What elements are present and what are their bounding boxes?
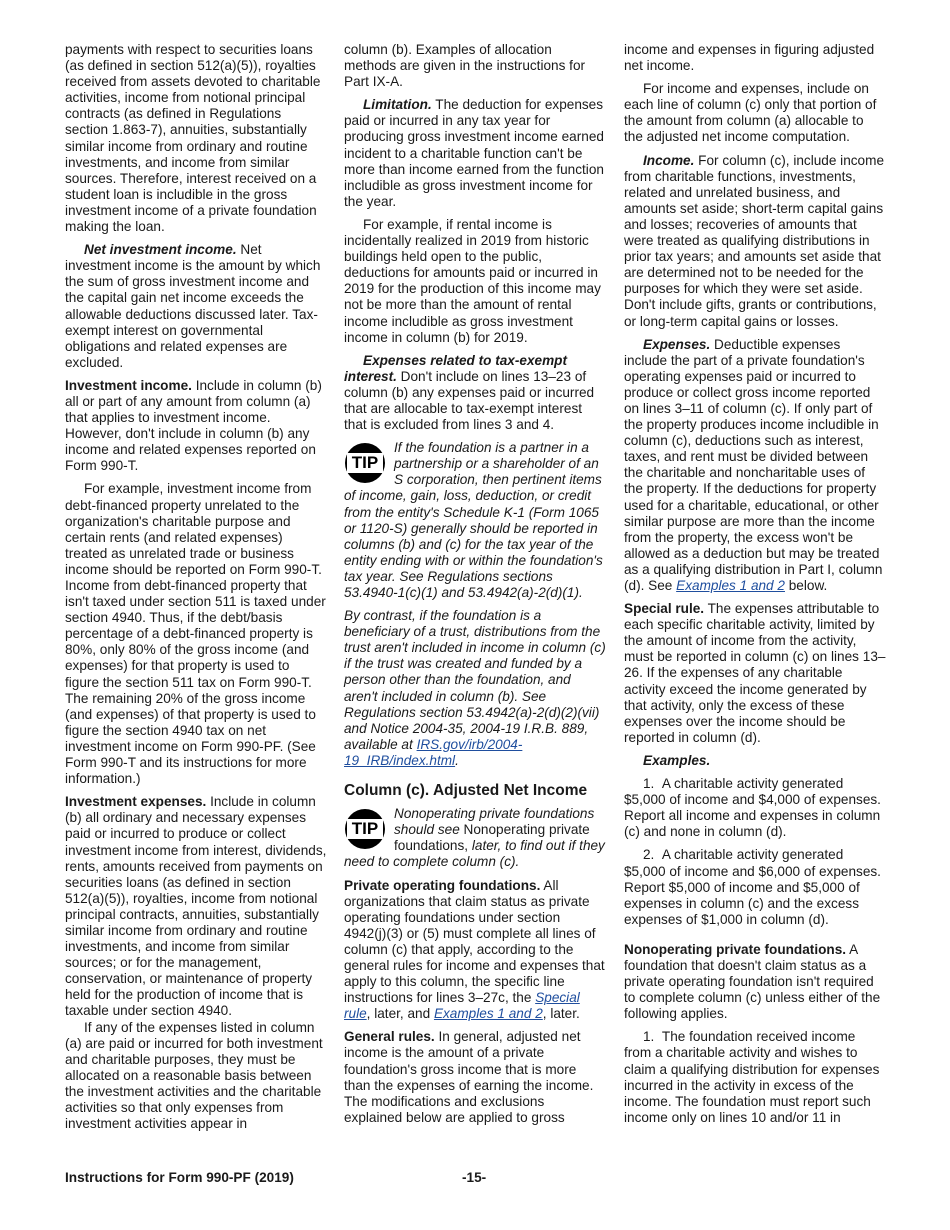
run-in-heading: General rules. (344, 1029, 435, 1045)
special-rule-link[interactable]: Special rule (344, 990, 580, 1022)
paragraph-expenses: Expenses. Deductible expenses include the part of a private foundation's operating expenses paid or incurred to produce or collect gross income reported on lines 3–11 of column (c). If only part of the property produces income includible in column (c), deductions such as interest, taxes, and rent must be divided between the charitable and noncharitable uses of the property. If the deductions for property used for a charitable, educational, or other similar purpose are more than the income from the property, the excess won't be allowed as a deduction but may be treated as a qualifying distribution in Part I, column (d). See Examples 1 and 2 below. (624, 336, 883, 593)
tip-box (344, 806, 606, 870)
paragraph-body: Deductible expenses include the part of a private foundation's operating expenses paid or incurred to produce or collect gross income reported on lines 3–11 of column (c). If only part of the property produces income includible in column (c), deductions such as interest, taxes, and rent must be divided between the charitable and noncharitable uses of the property. If the deductions for property used for a charitable, educational, or other similar purpose are more than the income from the property, the excess won't be allowed as a deduction but may be treated as a qualifying distribution in Part I, column (d). See (624, 336, 883, 593)
paragraph: income and expenses in figuring adjusted net income. (624, 42, 875, 74)
tip-text: Nonoperating private foundations should see Nonoperating private foundations, later, to find out if they need to complete column (c). (344, 806, 605, 870)
paragraph-investment-income (65, 378, 327, 475)
tip-text-continued: By contrast, if the foundation is a beneficiary of a trust, distributions from the trust aren't included in income in column (c) if the trust was created and funded by a person other than the foundation, and aren't included in column (b). See Regulations section 53.4942(a)-2(d)(2)(vii) and Notice 2004-35, 2004-19 I.R.B. 889, available at IRS.gov/irb/2004-19_IRB/index.html. (344, 608, 606, 768)
paragraph-private-operating-foundations: Private operating foundations. All organizations that claim status as private operating foundations under section 4942(j)(3) or (5) must complete all lines of column (c) that apply, according to the general rules for income and expenses that apply to this column, the specific line instructions for lines 3–27c, the Special rule, later, and Examples 1 and 2, later. (344, 877, 605, 1022)
paragraph-investment-expenses (65, 794, 327, 1019)
run-in-heading: Limitation. (363, 97, 432, 113)
run-in-heading: Investment income. (65, 377, 192, 393)
paragraph-body: Net investment income is the amount by which the sum of gross investment income and the capital gain net income exceeds the allowable deductions discussed later. Tax-exempt interest on governmental obligations and related expenses are excluded. (65, 242, 321, 370)
paragraph-limitation (344, 97, 606, 210)
paragraph: payments with respect to securities loans (as defined in section 512(a)(5)), royalties received from assets devoted to charitable activities, income from notional principal contracts (as defined in Regulations section 1.863-7), annuities, substantially similar income from ordinary and routine investments, and income from similar sources. Therefore, interest received on a student loan is includible in the gross investment income of a private foundation making the loan. (65, 42, 321, 235)
page-number: -15- (462, 1170, 487, 1185)
paragraph-income (624, 153, 886, 330)
paragraph-body: All organizations that claim status as private operating foundations under section 4942(j)(3) or (5) must complete all lines of column (c) that apply, according to the general rules for income and expenses that apply to this column, the specific line instructions for lines 3–27c, the (344, 877, 605, 1006)
paragraph-body: Include in column (b) all ordinary and necessary expenses paid or incurred to produce or collect investment income from interest, dividends, rents, amounts received from payments on securities loans (as defined in section 512(a)(5)), royalties, income from notional principal contracts, annuities, substantially similar income from ordinary and routine investments, and income from similar sources; or for the management, conservation, or maintenance of property held for the production of income that is taxable under section 4940. (65, 794, 327, 1019)
column-1 (65, 42, 327, 1139)
run-in-heading: Investment expenses. (65, 794, 207, 810)
run-in-heading: Private operating foundations. (344, 877, 541, 893)
run-in-heading: Nonoperating private foundations. (624, 941, 847, 957)
paragraph-net-investment-income (65, 242, 327, 371)
tip-label: TIP (351, 819, 379, 839)
example-1: 1. A charitable activity generated $5,000 of income and $4,000 of expenses. Report all income and expenses in column (c) and none in column (d). (624, 776, 881, 840)
paragraph: For example, if rental income is incidentally realized in 2019 from historic buildings held open to the public, deductions for amounts paid or incurred in 2019 for the production of this income may not be more than the amount of rental income includible as gross investment income in column (b) for 2019. (344, 216, 601, 345)
tip-icon (344, 442, 386, 484)
paragraph: column (b). Examples of allocation methods are given in the instructions for Part IX-A. (344, 42, 586, 90)
paragraph: For income and expenses, include on each line of column (c) only that portion of the amount from column (a) allocable to the adjusted net income computation. (624, 81, 877, 145)
paragraph-body: Include in column (b) all or part of any amount from column (a) that applies to investment income. However, don't include in column (b) any income and related expenses reported on Form 990-T. (65, 377, 322, 474)
run-in-heading: Income. (643, 152, 695, 168)
section-heading-column-c: Column (c). Adjusted Net Income (344, 782, 588, 800)
paragraph-body: A foundation that doesn't claim status as a private operating foundation isn't required to complete column (c) unless either of the following applies. (624, 941, 881, 1022)
run-in-heading: Special rule. (624, 601, 705, 617)
paragraph-body: Don't include on lines 13–23 of column (b) any expenses paid or incurred that are allocable to tax-exempt interest that is excluded from lines 3 and 4. (344, 368, 595, 433)
paragraph-general-rules (344, 1029, 606, 1126)
paragraph: For example, investment income from debt-financed property unrelated to the organization's charitable purpose and certain rents (and related expenses) treated as unrelated trade or business income should be reported on Form 990-T. Income from debt-financed property that isn't taxed under section 511 is taxed under section 4940. Thus, if the debt/basis percentage of a debt-financed property is 80%, only 80% of the gross income (and expenses) for that property is used to figure the section 511 tax on Form 990-T. The remaining 20% of the gross income (and expenses) of that property is used to figure the section 4940 tax on net investment income on Form 990-PF. (See Form 990-T and its instructions for more information.) (65, 481, 326, 787)
paragraph-nonoperating-foundations (624, 942, 886, 1022)
paragraph-body: In general, adjusted net income is the amount of a private foundation's gross income that is more than the expenses of earning the income. The modifications and exclusions explained below are applied to gross (344, 1029, 594, 1125)
paragraph-special-rule (624, 601, 886, 746)
paragraph: If any of the expenses listed in column (a) are paid or incurred for both investment and charitable purposes, they must be allocated on a reasonable basis between the investment activities and the charitable activities so that only expenses from investment activities appear in (65, 1019, 323, 1132)
paragraph-tax-exempt-expenses (344, 353, 606, 433)
irs-irb-link[interactable]: IRS.gov/irb/2004-19_IRB/index.html (344, 736, 523, 768)
tip-label: TIP (351, 453, 379, 473)
paragraph-body: The deduction for expenses paid or incurred in any tax year for producing gross investment income earned incident to a charitable function can't be more than income earned from the function includible as gross investment income for the year. (344, 97, 604, 209)
tip-icon (344, 808, 386, 850)
examples-heading: Examples. (643, 752, 711, 768)
examples-link[interactable]: Examples 1 and 2 (676, 578, 785, 593)
paragraph: 1. The foundation received income from a charitable activity and wishes to claim a qualifying distribution for expenses incurred in the activity in excess of the income. The foundation must report such income only on lines 10 and/or 11 in (624, 1029, 880, 1125)
examples-link[interactable]: Examples 1 and 2 (433, 1006, 543, 1022)
footer-form-title: Instructions for Form 990-PF (2019) (65, 1170, 294, 1185)
run-in-heading: Net investment income. (84, 242, 237, 258)
example-2: 2. A charitable activity generated $5,000 of income and $6,000 of expenses. Report $5,000 of income and $5,000 of expenses in column (c) and the excess expenses of $1,000 in column (d). (624, 847, 881, 927)
run-in-heading: Expenses. (643, 336, 711, 352)
paragraph-body: The expenses attributable to each specific charitable activity, limited by the amount of income from the activity, must be reported in column (c) on lines 13–26. If the expenses of any charitable activity exceed the income generated by that activity, only the excess of these expenses over the income should be reported in column (d). (624, 601, 886, 745)
run-in-heading: Expenses related to tax-exempt interest. (344, 352, 567, 384)
column-3 (624, 42, 886, 1133)
tip-text: If the foundation is a partner in a partnership or a shareholder of an S corporation, then pertinent items of income, gain, loss, deduction, or credit from the entity's Schedule K-1 (Form 1065 or 1120-S) generally should be reported in columns (b) and (c) for the tax year of the entity ending with or within the foundation's tax year. See Regulations sections 53.4940-1(c)(1) and 53.4942(a)-2(d)(1). (344, 440, 603, 600)
paragraph-body: For column (c), include income from charitable functions, investments, related and unrelated business, and amounts set aside; short-term capital gains and losses; recoveries of amounts that were treated as qualifying distributions in prior tax years; and amounts set aside that are determined not to be needed for the purposes for which they were set aside. Don't include gifts, grants or contributions, or long-term capital gains or losses. (624, 152, 885, 329)
tip-box (344, 440, 606, 601)
column-2 (344, 42, 606, 1133)
